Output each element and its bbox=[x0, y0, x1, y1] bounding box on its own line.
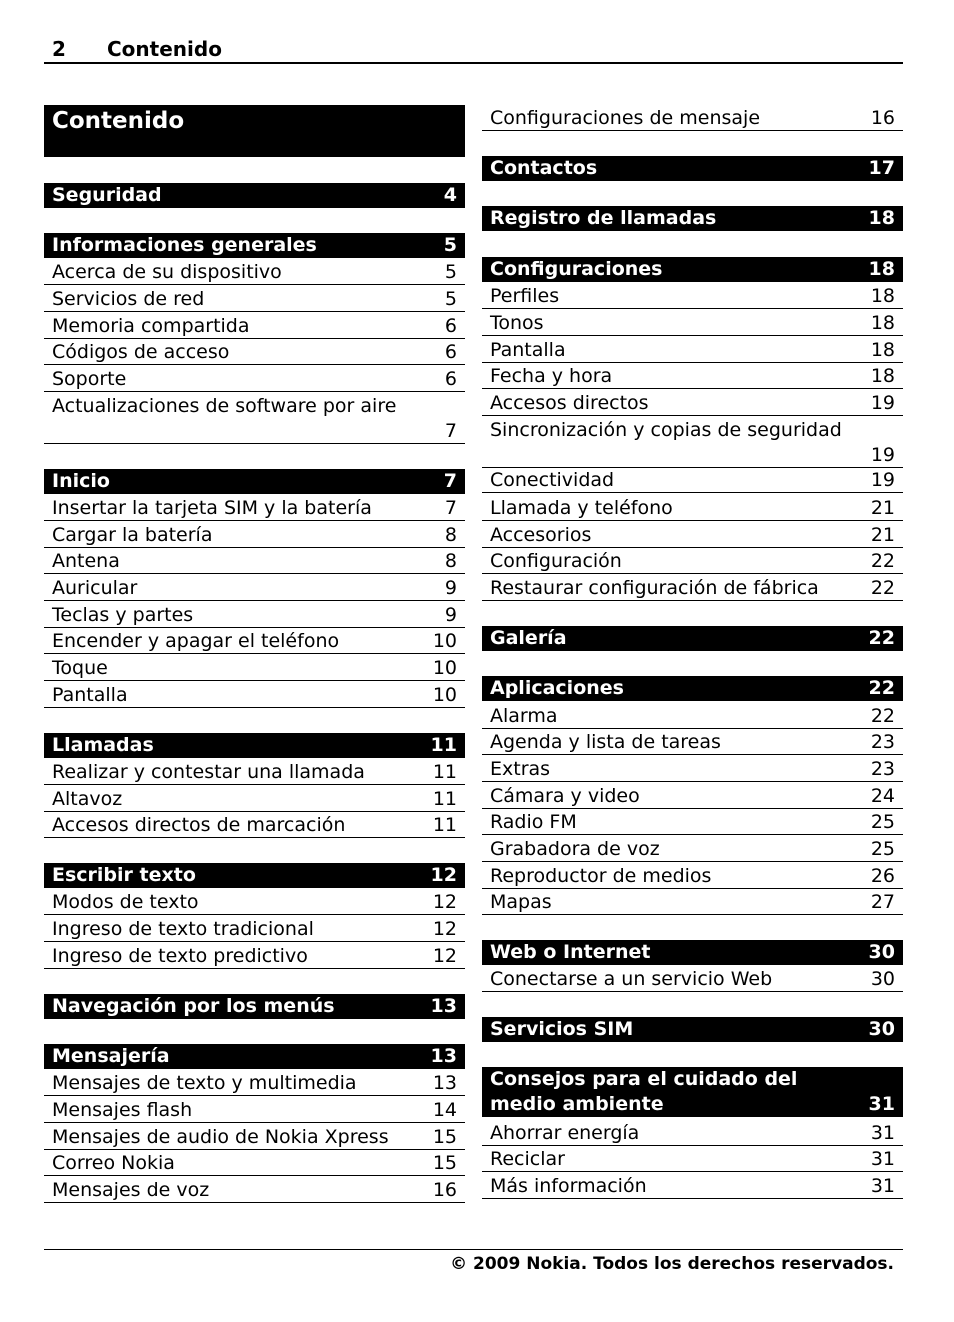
entry-page-number: 25 bbox=[870, 811, 895, 833]
toc-entry-alarma[interactable] bbox=[482, 704, 903, 729]
entry-page-number: 19 bbox=[870, 392, 895, 414]
toc-entry-mapas[interactable] bbox=[482, 890, 903, 915]
section-header-registro-de-llamadas[interactable] bbox=[482, 206, 903, 231]
toc-entry-auricular[interactable] bbox=[44, 576, 465, 601]
section-header-seguridad[interactable] bbox=[44, 183, 465, 208]
section-title: Llamadas bbox=[52, 734, 154, 756]
section-title: Mensajería bbox=[52, 1045, 170, 1067]
toc-entry-ahorrar-energia[interactable] bbox=[482, 1121, 903, 1146]
section-page-number: 30 bbox=[868, 1018, 895, 1040]
entry-title: Conectarse a un servicio Web bbox=[490, 968, 773, 990]
entry-title: Memoria compartida bbox=[52, 315, 250, 337]
entry-page-number: 10 bbox=[432, 657, 457, 679]
entry-page-number: 21 bbox=[870, 497, 895, 519]
section-header-web-o-internet[interactable] bbox=[482, 940, 903, 965]
entry-page-number: 25 bbox=[870, 838, 895, 860]
toc-entry-sincronizacion-y-copias-de-seguridad[interactable] bbox=[482, 418, 903, 468]
entry-page-number: 5 bbox=[444, 288, 457, 310]
entry-page-number: 19 bbox=[870, 444, 895, 466]
toc-entry-radio-fm[interactable] bbox=[482, 810, 903, 835]
toc-entry-memoria-compartida[interactable] bbox=[44, 314, 465, 339]
section-page-number: 13 bbox=[430, 995, 457, 1017]
entry-title: Realizar y contestar una llamada bbox=[52, 761, 365, 783]
toc-entry-acerca-de-su-dispositivo[interactable] bbox=[44, 260, 465, 285]
entry-page-number: 18 bbox=[870, 312, 895, 334]
section-page-number: 4 bbox=[443, 184, 457, 206]
toc-entry-perfiles[interactable] bbox=[482, 284, 903, 309]
toc-entry-tonos[interactable] bbox=[482, 311, 903, 336]
entry-title: Auricular bbox=[52, 577, 138, 599]
entry-title: Servicios de red bbox=[52, 288, 205, 310]
entry-title: Restaurar configuración de fábrica bbox=[490, 577, 819, 599]
entry-page-number: 11 bbox=[432, 814, 457, 836]
entry-page-number: 23 bbox=[870, 731, 895, 753]
entry-title: Toque bbox=[52, 657, 108, 679]
section-header-inicio[interactable] bbox=[44, 469, 465, 494]
entry-title: Encender y apagar el teléfono bbox=[52, 630, 340, 652]
section-page-number: 22 bbox=[868, 677, 895, 699]
entry-page-number: 10 bbox=[432, 684, 457, 706]
toc-entry-configuraciones-de-mensaje[interactable] bbox=[482, 106, 903, 131]
entry-page-number: 9 bbox=[444, 604, 457, 626]
toc-entry-grabadora-de-voz[interactable] bbox=[482, 837, 903, 862]
entry-title: Ingreso de texto tradicional bbox=[52, 918, 314, 940]
entry-page-number: 8 bbox=[444, 550, 457, 572]
entry-title: Actualizaciones de software por aire bbox=[52, 395, 397, 417]
entry-page-number: 13 bbox=[432, 1072, 457, 1094]
section-title: Registro de llamadas bbox=[490, 207, 717, 229]
entry-title: Accesos directos bbox=[490, 392, 649, 414]
entry-title: Pantalla bbox=[490, 339, 566, 361]
section-title: Configuraciones bbox=[490, 258, 663, 280]
section-title: Consejos para el cuidado del medio ambiente bbox=[490, 1068, 798, 1115]
section-page-number: 30 bbox=[868, 941, 895, 963]
entry-page-number: 18 bbox=[870, 285, 895, 307]
entry-title: Conectividad bbox=[490, 469, 615, 491]
entry-page-number: 18 bbox=[870, 365, 895, 387]
entry-page-number: 26 bbox=[870, 865, 895, 887]
section-header-informaciones-generales[interactable] bbox=[44, 233, 465, 258]
toc-entry-insertar-la-tarjeta-sim-y-la-bateria[interactable] bbox=[44, 496, 465, 521]
entry-title: Mensajes de texto y multimedia bbox=[52, 1072, 357, 1094]
entry-page-number: 22 bbox=[870, 550, 895, 572]
entry-page-number: 16 bbox=[432, 1179, 457, 1201]
entry-page-number: 21 bbox=[870, 524, 895, 546]
toc-entry-pantalla[interactable] bbox=[44, 683, 465, 708]
entry-page-number: 11 bbox=[432, 788, 457, 810]
section-page-number: 18 bbox=[868, 207, 895, 229]
toc-title bbox=[44, 105, 465, 157]
section-header-contactos[interactable] bbox=[482, 156, 903, 181]
section-title: Galería bbox=[490, 627, 567, 649]
entry-page-number: 19 bbox=[870, 469, 895, 491]
entry-title: Cámara y video bbox=[490, 785, 640, 807]
entry-title: Mapas bbox=[490, 891, 552, 913]
section-page-number: 7 bbox=[443, 470, 457, 492]
toc-entry-extras[interactable] bbox=[482, 757, 903, 782]
section-title: Contactos bbox=[490, 157, 598, 179]
section-header-consejos-para-el-cuidado-del-medio-ambiente[interactable] bbox=[482, 1067, 903, 1117]
page-header bbox=[44, 36, 903, 64]
entry-title: Accesos directos de marcación bbox=[52, 814, 346, 836]
section-page-number: 11 bbox=[430, 734, 457, 756]
entry-title: Configuración bbox=[490, 550, 622, 572]
entry-page-number: 6 bbox=[444, 341, 457, 363]
toc-entry-restaurar-configuracion-de-fabrica[interactable] bbox=[482, 576, 903, 601]
toc-entry-mensajes-flash[interactable] bbox=[44, 1098, 465, 1123]
section-page-number: 18 bbox=[868, 258, 895, 280]
section-page-number: 31 bbox=[868, 1093, 895, 1115]
entry-title: Accesorios bbox=[490, 524, 592, 546]
entry-title: Reciclar bbox=[490, 1148, 565, 1170]
entry-title: Acerca de su dispositivo bbox=[52, 261, 282, 283]
section-header-escribir-texto[interactable] bbox=[44, 863, 465, 888]
section-page-number: 12 bbox=[430, 864, 457, 886]
section-header-configuraciones[interactable] bbox=[482, 257, 903, 282]
entry-title: Correo Nokia bbox=[52, 1152, 175, 1174]
entry-page-number: 27 bbox=[870, 891, 895, 913]
entry-title: Mensajes de audio de Nokia Xpress bbox=[52, 1126, 389, 1148]
section-header-mensajeria[interactable] bbox=[44, 1044, 465, 1069]
entry-page-number: 31 bbox=[870, 1175, 895, 1197]
toc-entry-ingreso-de-texto-predictivo[interactable] bbox=[44, 944, 465, 969]
entry-page-number: 15 bbox=[432, 1152, 457, 1174]
entry-title: Fecha y hora bbox=[490, 365, 613, 387]
entry-page-number: 7 bbox=[444, 497, 457, 519]
entry-title: Alarma bbox=[490, 705, 558, 727]
section-title: Seguridad bbox=[52, 184, 162, 206]
section-header-aplicaciones[interactable] bbox=[482, 676, 903, 701]
toc-entry-accesos-directos[interactable] bbox=[482, 391, 903, 416]
toc-entry-altavoz[interactable] bbox=[44, 787, 465, 812]
toc-entry-llamada-y-telefono[interactable] bbox=[482, 496, 903, 521]
entry-page-number: 16 bbox=[870, 107, 895, 129]
entry-title: Tonos bbox=[490, 312, 544, 334]
entry-title: Mensajes flash bbox=[52, 1099, 193, 1121]
section-title: Navegación por los menús bbox=[52, 995, 335, 1017]
entry-title: Configuraciones de mensaje bbox=[490, 107, 761, 129]
toc-entry-fecha-y-hora[interactable] bbox=[482, 364, 903, 389]
entry-title: Soporte bbox=[52, 368, 127, 390]
entry-title: Pantalla bbox=[52, 684, 128, 706]
toc-entry-cargar-la-bateria[interactable] bbox=[44, 523, 465, 548]
entry-title: Agenda y lista de tareas bbox=[490, 731, 721, 753]
toc-entry-reciclar[interactable] bbox=[482, 1147, 903, 1172]
entry-title: Códigos de acceso bbox=[52, 341, 230, 363]
section-title: Informaciones generales bbox=[52, 234, 317, 256]
toc-entry-conectividad[interactable] bbox=[482, 468, 903, 493]
copyright-footer: © 2009 Nokia. Todos los derechos reservados. bbox=[450, 1254, 894, 1274]
section-page-number: 13 bbox=[430, 1045, 457, 1067]
toc-entry-realizar-y-contestar-una-llamada[interactable] bbox=[44, 760, 465, 785]
entry-title: Antena bbox=[52, 550, 120, 572]
section-page-number: 17 bbox=[868, 157, 895, 179]
entry-page-number: 7 bbox=[444, 420, 457, 442]
toc-entry-mas-informacion[interactable] bbox=[482, 1174, 903, 1199]
entry-title: Altavoz bbox=[52, 788, 123, 810]
entry-page-number: 12 bbox=[432, 918, 457, 940]
section-page-number: 22 bbox=[868, 627, 895, 649]
section-page-number: 5 bbox=[443, 234, 457, 256]
entry-page-number: 31 bbox=[870, 1148, 895, 1170]
toc-entry-accesorios[interactable] bbox=[482, 523, 903, 548]
entry-title: Sincronización y copias de seguridad bbox=[490, 419, 842, 441]
toc-entry-correo-nokia[interactable] bbox=[44, 1151, 465, 1176]
entry-page-number: 10 bbox=[432, 630, 457, 652]
toc-entry-encender-y-apagar-el-telefono[interactable] bbox=[44, 629, 465, 654]
toc-entry-mensajes-de-audio-de-nokia-xpress[interactable] bbox=[44, 1125, 465, 1150]
toc-entry-codigos-de-acceso[interactable] bbox=[44, 340, 465, 365]
toc-entry-servicios-de-red[interactable] bbox=[44, 287, 465, 312]
entry-page-number: 22 bbox=[870, 577, 895, 599]
entry-page-number: 24 bbox=[870, 785, 895, 807]
entry-title: Radio FM bbox=[490, 811, 577, 833]
toc-entry-ingreso-de-texto-tradicional[interactable] bbox=[44, 917, 465, 942]
entry-title: Insertar la tarjeta SIM y la batería bbox=[52, 497, 372, 519]
toc-entry-configuracion[interactable] bbox=[482, 549, 903, 574]
toc-entry-soporte[interactable] bbox=[44, 367, 465, 392]
entry-title: Cargar la batería bbox=[52, 524, 213, 546]
entry-title: Modos de texto bbox=[52, 891, 199, 913]
toc-entry-mensajes-de-texto-y-multimedia[interactable] bbox=[44, 1071, 465, 1096]
entry-page-number: 30 bbox=[870, 968, 895, 990]
entry-page-number: 22 bbox=[870, 705, 895, 727]
entry-page-number: 12 bbox=[432, 891, 457, 913]
entry-title: Reproductor de medios bbox=[490, 865, 712, 887]
entry-page-number: 18 bbox=[870, 339, 895, 361]
section-header-galeria[interactable] bbox=[482, 626, 903, 651]
entry-page-number: 8 bbox=[444, 524, 457, 546]
entry-page-number: 15 bbox=[432, 1126, 457, 1148]
entry-page-number: 5 bbox=[444, 261, 457, 283]
toc-entry-modos-de-texto[interactable] bbox=[44, 890, 465, 915]
entry-title: Ahorrar energía bbox=[490, 1122, 640, 1144]
section-header-navegacion-por-los-menus[interactable] bbox=[44, 994, 465, 1019]
section-title: Web o Internet bbox=[490, 941, 651, 963]
toc-title-text: Contenido bbox=[52, 108, 185, 134]
toc-entry-mensajes-de-voz[interactable] bbox=[44, 1178, 465, 1203]
entry-page-number: 14 bbox=[432, 1099, 457, 1121]
entry-page-number: 11 bbox=[432, 761, 457, 783]
entry-title: Mensajes de voz bbox=[52, 1179, 210, 1201]
toc-entry-conectarse-a-un-servicio-web[interactable] bbox=[482, 967, 903, 992]
section-title: Servicios SIM bbox=[490, 1018, 634, 1040]
toc-entry-agenda-y-lista-de-tareas[interactable] bbox=[482, 730, 903, 755]
toc-entry-reproductor-de-medios[interactable] bbox=[482, 864, 903, 889]
entry-title: Teclas y partes bbox=[52, 604, 194, 626]
toc-entry-toque[interactable] bbox=[44, 656, 465, 681]
entry-page-number: 6 bbox=[444, 368, 457, 390]
entry-page-number: 12 bbox=[432, 945, 457, 967]
entry-title: Grabadora de voz bbox=[490, 838, 660, 860]
toc-entry-teclas-y-partes[interactable] bbox=[44, 603, 465, 628]
entry-title: Ingreso de texto predictivo bbox=[52, 945, 308, 967]
section-title: Aplicaciones bbox=[490, 677, 624, 699]
entry-title: Más información bbox=[490, 1175, 647, 1197]
entry-page-number: 23 bbox=[870, 758, 895, 780]
footer-divider bbox=[44, 1249, 903, 1250]
section-title: Escribir texto bbox=[52, 864, 196, 886]
toc-entry-actualizaciones-de-software-por-aire[interactable] bbox=[44, 394, 465, 444]
toc-entry-pantalla[interactable] bbox=[482, 338, 903, 363]
entry-page-number: 9 bbox=[444, 577, 457, 599]
section-title: Inicio bbox=[52, 470, 110, 492]
page-number: 2 bbox=[52, 37, 66, 61]
toc-entry-accesos-directos-de-marcacion[interactable] bbox=[44, 813, 465, 838]
entry-title: Perfiles bbox=[490, 285, 560, 307]
toc-entry-camara-y-video[interactable] bbox=[482, 784, 903, 809]
header-title: Contenido bbox=[107, 37, 222, 61]
entry-page-number: 31 bbox=[870, 1122, 895, 1144]
entry-title: Extras bbox=[490, 758, 551, 780]
entry-title: Llamada y teléfono bbox=[490, 497, 673, 519]
section-header-llamadas[interactable] bbox=[44, 733, 465, 758]
entry-page-number: 6 bbox=[444, 315, 457, 337]
section-header-servicios-sim[interactable] bbox=[482, 1017, 903, 1042]
toc-entry-antena[interactable] bbox=[44, 549, 465, 574]
